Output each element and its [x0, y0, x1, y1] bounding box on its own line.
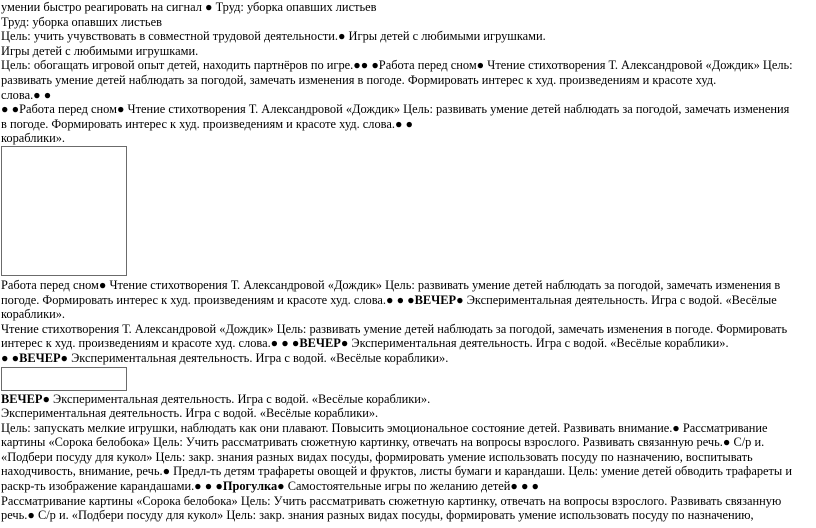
text-line: Чтение стихотворения Т. Александровой «Дождик» Цель: развивать умение детей наблюдать за погодой, замечать изменения в погоде. Формировать: [1, 321, 788, 336]
text-line: Рассматривание картины «Сорока белобока» Цель: Учить рассматривать сюжетную картинку, отвечать на вопросы взрослого. Развивать связанную: [1, 493, 782, 508]
text-line: ● ●Работа перед сном● Чтение стихотворения Т. Александровой «Дождик» Цель: развивать умение детей наблюдать за погодой, замечать изменения: [1, 102, 790, 117]
text-segment: ● Экспериментальная деятельность. Игра с водой. «Весёлые: [456, 292, 777, 307]
text-line: речь.● С/р и. «Подбери посуду для кукол» Цель: закр. знания разных видах посуды, формировать умение использовать посуду по назначению,: [1, 508, 754, 523]
evening-heading: ВЕЧЕР: [414, 292, 457, 307]
text-line: кораблики».: [1, 307, 66, 322]
text-line: [0, 351, 814, 366]
text-line: слова.● ●: [1, 87, 52, 102]
text-line: [0, 336, 814, 351]
text-line: в погоде. Формировать интерес к худ. произведениям и красоте худ. слова.● ●: [1, 116, 414, 131]
text-segment: интерес к худ. произведениям и красоте худ. слова.● ● ●: [1, 336, 300, 351]
text-line: умении быстро реагировать на сигнал ● Труд: уборка опавших листьев: [1, 0, 377, 14]
text-line: Цель: запускать мелкие игрушки, наблюдать как они плавают. Повысить эмоциональное состояние детей. Развивать внимание.● Рассматривание: [1, 420, 768, 435]
text-line: Экспериментальная деятельность. Игра с водой. «Весёлые кораблики».: [1, 406, 379, 421]
text-line: «Подбери посуду для кукол» Цель: закр. знания разных видах посуды, формировать умение использовать посуду по назначению, воспитывать: [1, 449, 753, 464]
walk-heading: Прогулка: [222, 479, 278, 494]
text-line: Работа перед сном● Чтение стихотворения Т. Александровой «Дождик» Цель: развивать умение детей наблюдать за погодой, замечать изменения в: [1, 277, 781, 292]
text-line: [0, 392, 814, 407]
text-segment: ● ●: [1, 350, 20, 365]
text-segment: раскр-ть изображение карандашами.● ● ●: [1, 479, 223, 494]
text-line: находчивость, внимание, речь.● Предл-ть детям трафареты овощей и фруктов, листы бумаги и карандаши. Цель: умение детей обводить трафареты и: [1, 464, 792, 479]
text-segment: погоде. Формировать интерес к худ. произведениям и красоте худ. слова.● ● ●: [1, 292, 415, 307]
evening-heading: ВЕЧЕР: [1, 391, 43, 406]
evening-heading: ВЕЧЕР: [19, 350, 61, 365]
text-line: Цель: учить учувствовать в совместной трудовой деятельности.● Игры детей с любимыми игрушками.: [1, 29, 546, 44]
text-line: кораблики».: [1, 131, 66, 146]
text-segment: ● Самостоятельные игры по желанию детей● ● ●: [277, 479, 540, 494]
empty-image-frame: [1, 146, 127, 276]
text-line: Цель: обогащать игровой опыт детей, находить партнёров по игре.●● ●Работа перед сном● Чтение стихотворения Т. Александровой «Дождик» Цель:: [1, 58, 793, 73]
text-segment: ● Экспериментальная деятельность. Игра с водой. «Весёлые кораблики».: [60, 350, 449, 365]
text-line: [0, 479, 814, 494]
text-segment: ● Экспериментальная деятельность. Игра с водой. «Весёлые кораблики».: [340, 336, 729, 351]
empty-image-frame-small: [1, 367, 127, 391]
text-line: [0, 293, 814, 308]
text-line: Игры детей с любимыми игрушками.: [1, 43, 199, 58]
evening-heading: ВЕЧЕР: [299, 336, 341, 351]
text-line: Труд: уборка опавших листьев: [1, 14, 162, 29]
text-segment: ● Экспериментальная деятельность. Игра с водой. «Весёлые кораблики».: [42, 391, 431, 406]
text-line: картины «Сорока белобока» Цель: Учить рассматривать сюжетную картинку, отвечать на вопросы взрослого. Развивать связанную речь.● С/р и.: [1, 435, 765, 450]
text-line: развивать умение детей наблюдать за погодой, замечать изменения в погоде. Формировать интерес к худ. произведениям и красоте худ.: [1, 72, 717, 87]
